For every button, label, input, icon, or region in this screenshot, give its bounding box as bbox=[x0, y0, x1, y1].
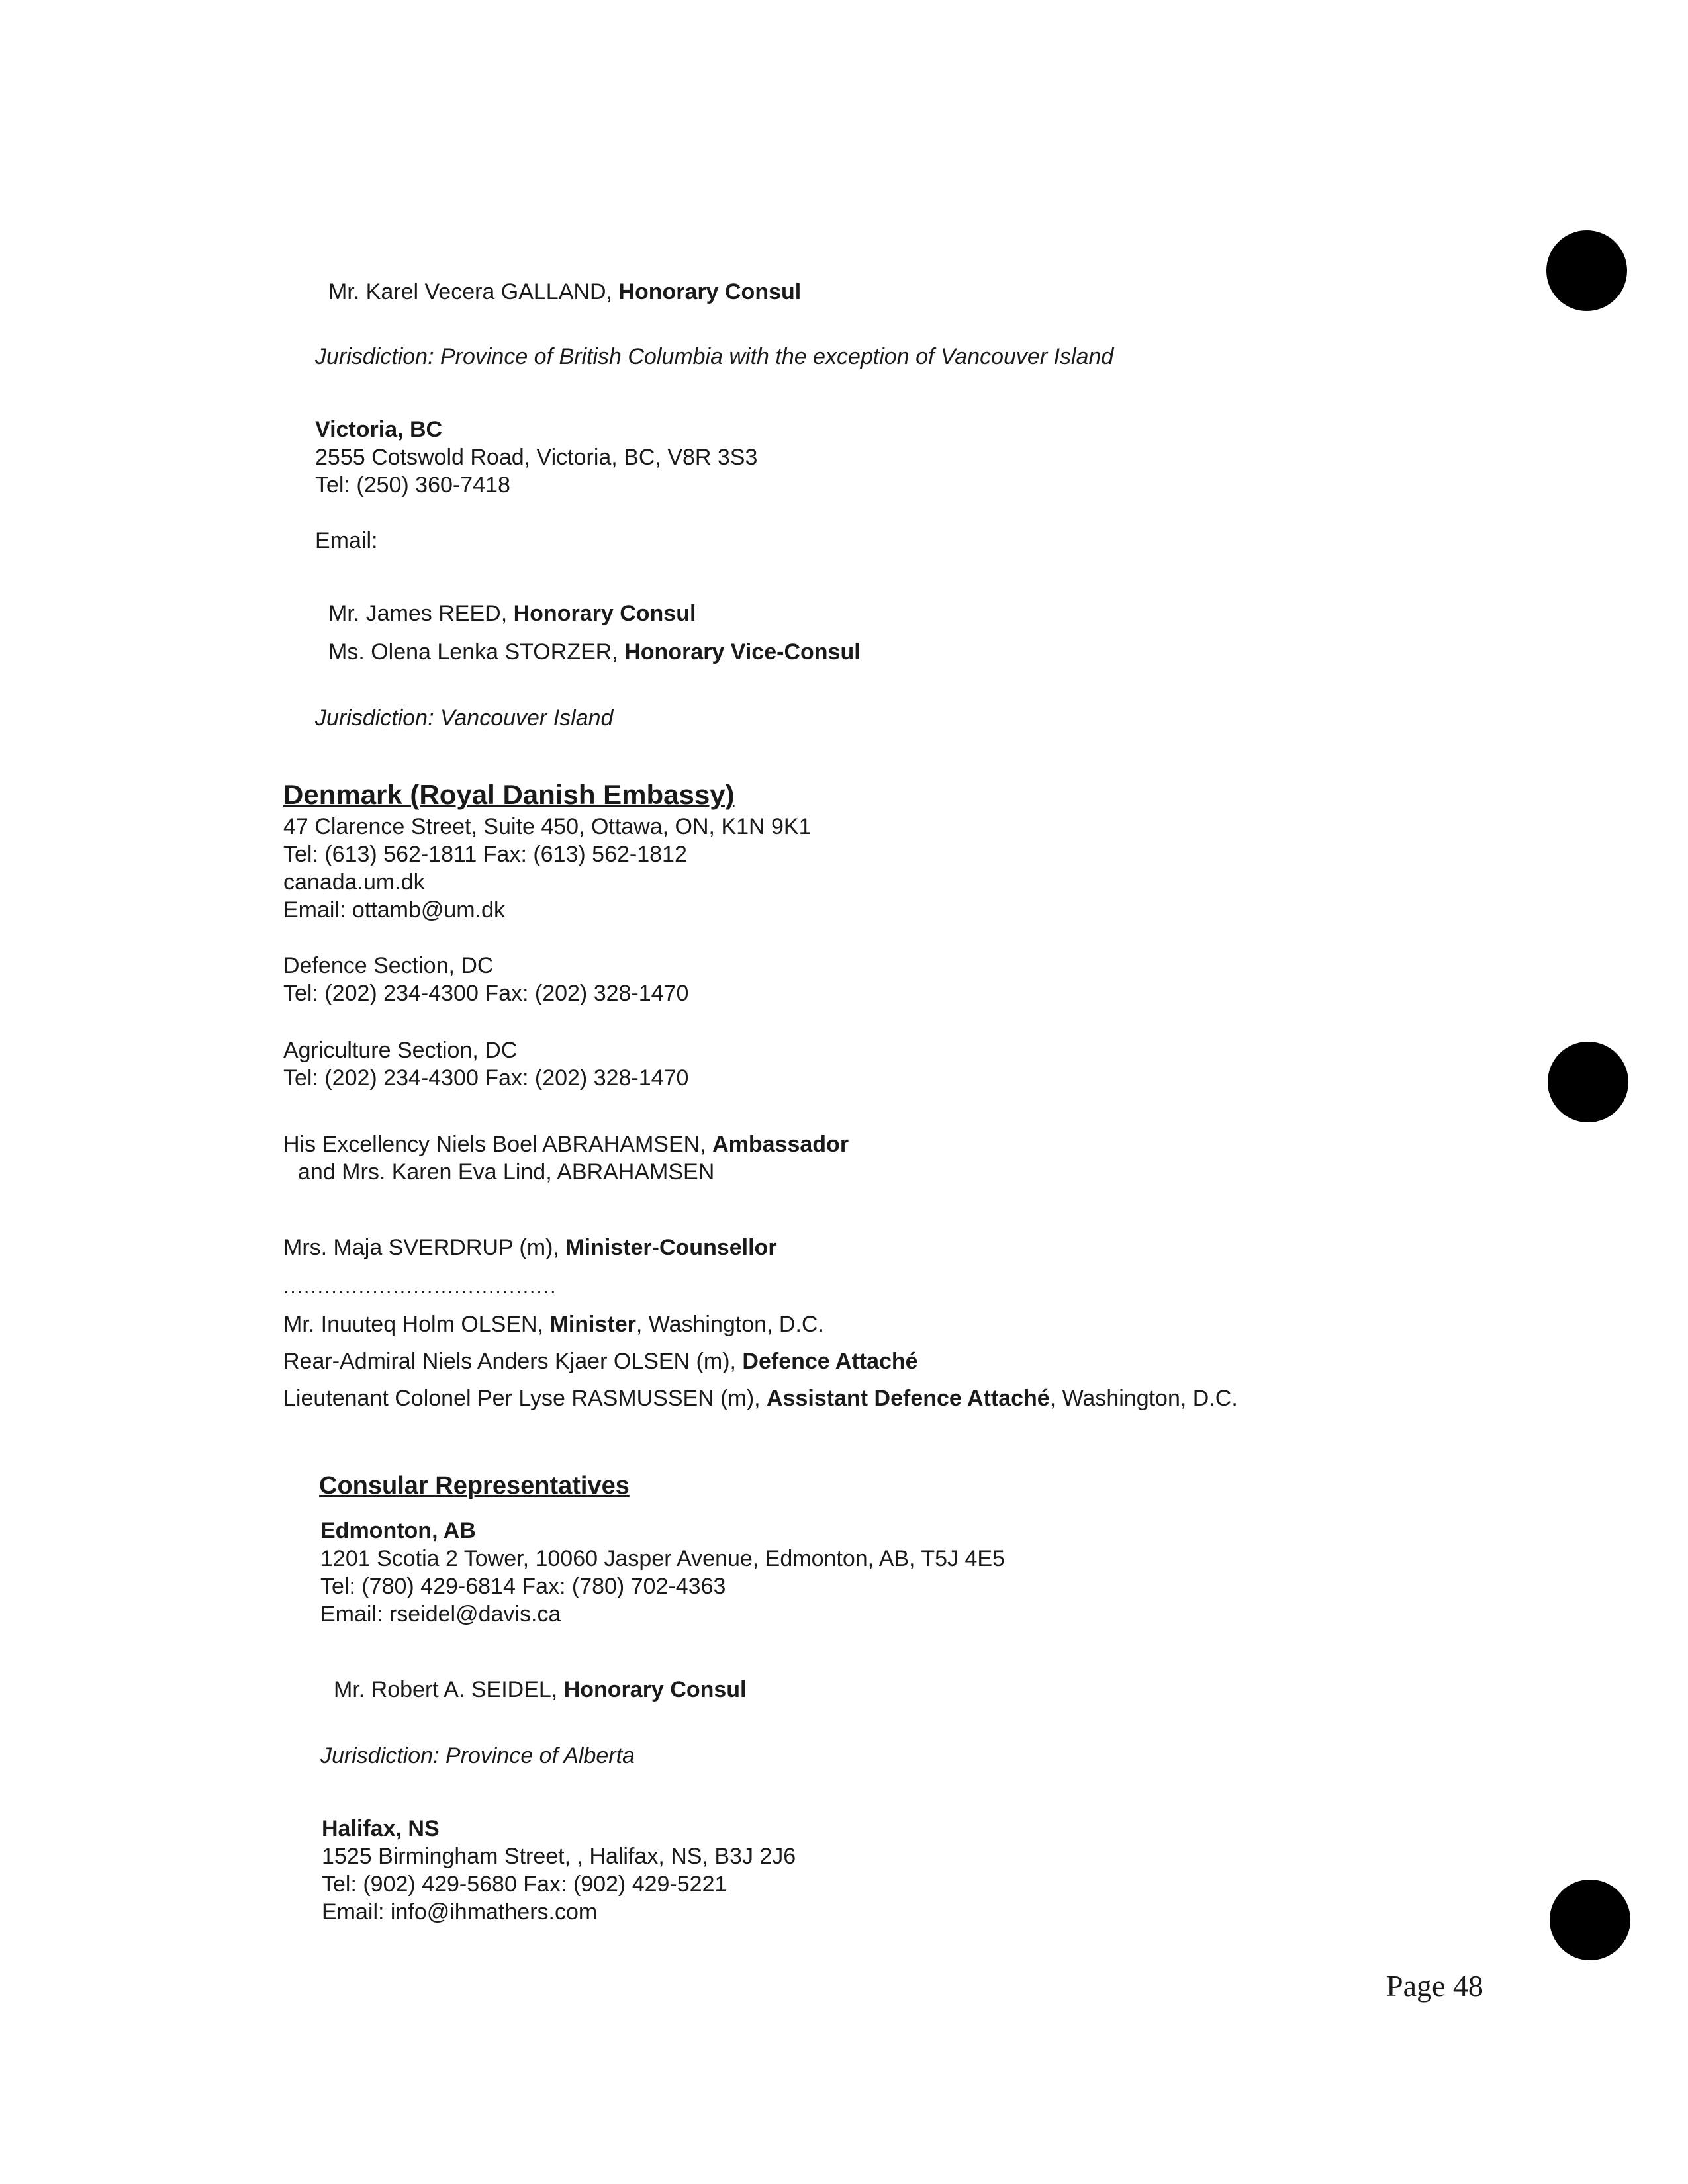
person-reed bbox=[328, 602, 696, 625]
agriculture-section-label: Agriculture Section, DC bbox=[283, 1038, 518, 1063]
person-seidel bbox=[334, 1678, 747, 1701]
person-title: Ambassador bbox=[712, 1132, 849, 1157]
tel-fax-edmonton: Tel: (780) 429-6814 Fax: (780) 702-4363 bbox=[320, 1574, 726, 1599]
person-title: Honorary Consul bbox=[513, 601, 696, 626]
city-heading-edmonton: Edmonton, AB bbox=[320, 1518, 476, 1543]
jurisdiction-vancouver-island: Jurisdiction: Vancouver Island bbox=[315, 705, 614, 731]
tel-victoria: Tel: (250) 360-7418 bbox=[315, 473, 510, 498]
dotted-separator: ........................................ bbox=[283, 1276, 557, 1298]
address-ottawa: 47 Clarence Street, Suite 450, Ottawa, ON, K1N 9K1 bbox=[283, 814, 812, 839]
punch-hole-top bbox=[1546, 230, 1627, 311]
person-title: Assistant Defence Attaché bbox=[767, 1386, 1050, 1411]
person-title: Minister-Counsellor bbox=[565, 1235, 777, 1260]
person-title: Defence Attaché bbox=[742, 1349, 918, 1374]
section-heading-consular: Consular Representatives bbox=[319, 1472, 630, 1500]
person-name: Mr. Karel Vecera GALLAND, bbox=[328, 279, 619, 304]
person-name: Mr. James REED, bbox=[328, 601, 514, 626]
assistant-defence-attache bbox=[283, 1387, 1238, 1410]
punch-hole-middle bbox=[1548, 1042, 1628, 1122]
address-halifax: 1525 Birmingham Street, , Halifax, NS, B3J 2J6 bbox=[322, 1844, 796, 1869]
person-location: , Washington, D.C. bbox=[635, 1312, 824, 1337]
defence-attache bbox=[283, 1350, 918, 1373]
person-name: Mrs. Maja SVERDRUP (m), bbox=[283, 1235, 566, 1260]
minister-counsellor bbox=[283, 1236, 777, 1259]
page-number: Page 48 bbox=[1386, 1969, 1483, 2003]
ambassador bbox=[283, 1133, 849, 1156]
tel-fax-ottawa: Tel: (613) 562-1811 Fax: (613) 562-1812 bbox=[283, 842, 687, 867]
person-name: Mr. Inuuteq Holm OLSEN, bbox=[283, 1312, 550, 1337]
tel-fax-halifax: Tel: (902) 429-5680 Fax: (902) 429-5221 bbox=[322, 1872, 727, 1897]
jurisdiction-alberta: Jurisdiction: Province of Alberta bbox=[320, 1743, 635, 1768]
website: canada.um.dk bbox=[283, 870, 425, 895]
person-name: Ms. Olena Lenka STORZER, bbox=[328, 639, 625, 664]
email-ottawa: Email: ottamb@um.dk bbox=[283, 897, 505, 923]
city-heading-victoria: Victoria, BC bbox=[315, 417, 443, 442]
person-location: , Washington, D.C. bbox=[1049, 1386, 1238, 1411]
person-name: Mr. Robert A. SEIDEL, bbox=[334, 1677, 564, 1702]
defence-section-label: Defence Section, DC bbox=[283, 953, 494, 978]
person-storzer bbox=[328, 641, 861, 663]
email-victoria: Email: bbox=[315, 528, 378, 553]
email-halifax: Email: info@ihmathers.com bbox=[322, 1899, 598, 1925]
address-edmonton: 1201 Scotia 2 Tower, 10060 Jasper Avenue, Edmonton, AB, T5J 4E5 bbox=[320, 1546, 1005, 1571]
person-title: Honorary Consul bbox=[618, 279, 802, 304]
punch-hole-bottom bbox=[1550, 1880, 1630, 1960]
jurisdiction-bc: Jurisdiction: Province of British Columbia with the exception of Vancouver Island bbox=[315, 344, 1114, 369]
person-name: Lieutenant Colonel Per Lyse RASMUSSEN (m), bbox=[283, 1386, 767, 1411]
minister bbox=[283, 1313, 824, 1336]
address-victoria: 2555 Cotswold Road, Victoria, BC, V8R 3S3 bbox=[315, 445, 758, 470]
section-heading-denmark: Denmark (Royal Danish Embassy) bbox=[283, 779, 735, 810]
person-name: His Excellency Niels Boel ABRAHAMSEN, bbox=[283, 1132, 713, 1157]
person-title: Honorary Consul bbox=[563, 1677, 747, 1702]
person-name: Rear-Admiral Niels Anders Kjaer OLSEN (m), bbox=[283, 1349, 743, 1374]
ambassador-spouse: and Mrs. Karen Eva Lind, ABRAHAMSEN bbox=[298, 1160, 715, 1185]
person-galland bbox=[328, 281, 801, 303]
person-title: Honorary Vice-Consul bbox=[624, 639, 861, 664]
person-title: Minister bbox=[549, 1312, 636, 1337]
defence-section-tel: Tel: (202) 234-4300 Fax: (202) 328-1470 bbox=[283, 981, 689, 1006]
agriculture-section-tel: Tel: (202) 234-4300 Fax: (202) 328-1470 bbox=[283, 1066, 689, 1091]
email-edmonton: Email: rseidel@davis.ca bbox=[320, 1602, 561, 1627]
city-heading-halifax: Halifax, NS bbox=[322, 1816, 440, 1841]
